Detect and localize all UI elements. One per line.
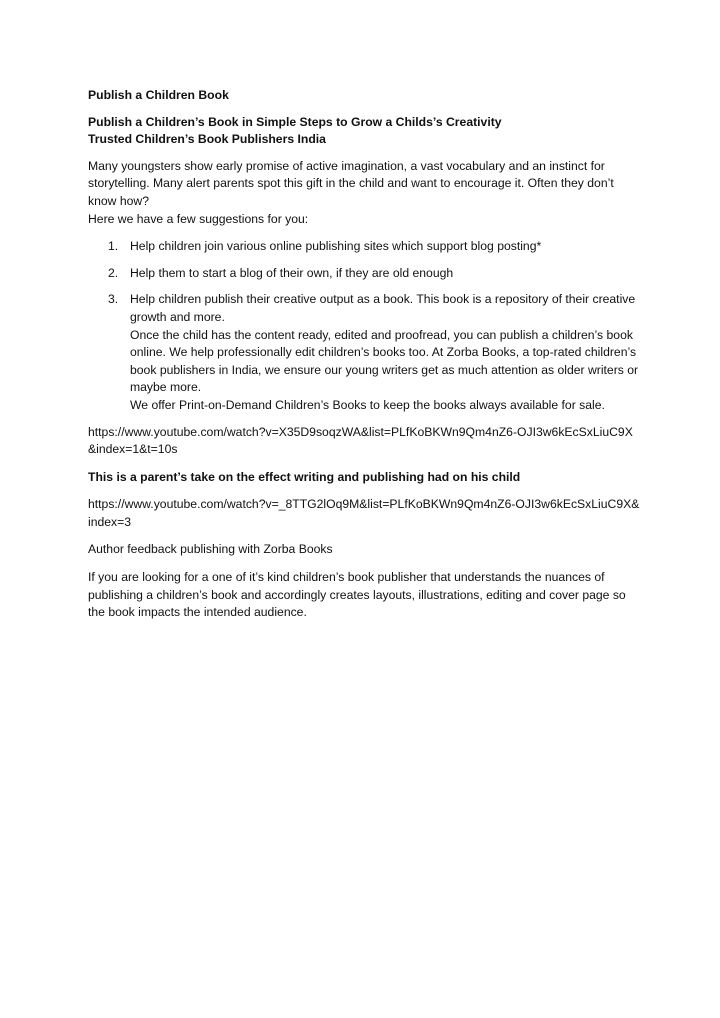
closing-paragraph: If you are looking for a one of it’s kind children’s book publisher that understands the nuances of publishing a children’s book and accordingly creates layouts, illustrations, editing and cover page so the book impacts the intended audience. [88, 570, 626, 620]
list-item-number: 3. [108, 292, 119, 307]
list-item-text: growth and more. [130, 309, 225, 324]
subtitle-line-1: Publish a Children’s Book in Simple Steps to Grow a Childs’s Creativity [88, 114, 502, 129]
suggestions-list [88, 238, 640, 414]
intro-paragraph: Many youngsters show early promise of active imagination, a vast vocabulary and an instinct for storytelling. Many alert parents spot this gift in the child and want to encourage it. Often they don’t know how? [88, 158, 614, 208]
youtube-link-1[interactable]: https://www.youtube.com/watch?v=X35D9soqzWA&list=PLfKoBKWn9Qm4nZ6-OJI3w6kEcSxLiuC9X&index=1&t=10s [88, 424, 633, 457]
subtitle-line-2: Trusted Children’s Book Publishers India [88, 132, 326, 147]
list-item [88, 238, 640, 256]
list-item-text: We offer Print-on-Demand Children’s Books to keep the books always available for sale. [130, 397, 605, 412]
parent-take-heading: This is a parent’s take on the effect writing and publishing had on his child [88, 469, 521, 484]
youtube-link-2[interactable]: https://www.youtube.com/watch?v=_8TTG2lOq9M&list=PLfKoBKWn9Qm4nZ6-OJI3w6kEcSxLiuC9X&index=3 [88, 497, 640, 529]
author-feedback-text: Author feedback publishing with Zorba Books [88, 542, 333, 557]
list-item [88, 291, 640, 414]
document-page [88, 87, 640, 622]
list-item [88, 265, 640, 283]
list-item-number: 1. [108, 239, 119, 254]
suggestions-intro: Here we have a few suggestions for you: [88, 211, 309, 226]
list-item-number: 2. [108, 265, 119, 280]
list-item-text: Help children join various online publishing sites which support blog posting* [130, 239, 542, 254]
list-item-text: Help children publish their creative output as a book. This book is a repository of their creative [130, 292, 636, 307]
list-item-text: Once the child has the content ready, edited and proofread, you can publish a children’s book online. We help professionally edit children’s books too. At Zorba Books, a top-rated children’s book publishers in India, we ensure our young writers get as much attention as older writers or maybe more. [130, 327, 639, 395]
document-title: Publish a Children Book [88, 88, 229, 102]
list-item-text: Help them to start a blog of their own, if they are old enough [130, 265, 454, 280]
